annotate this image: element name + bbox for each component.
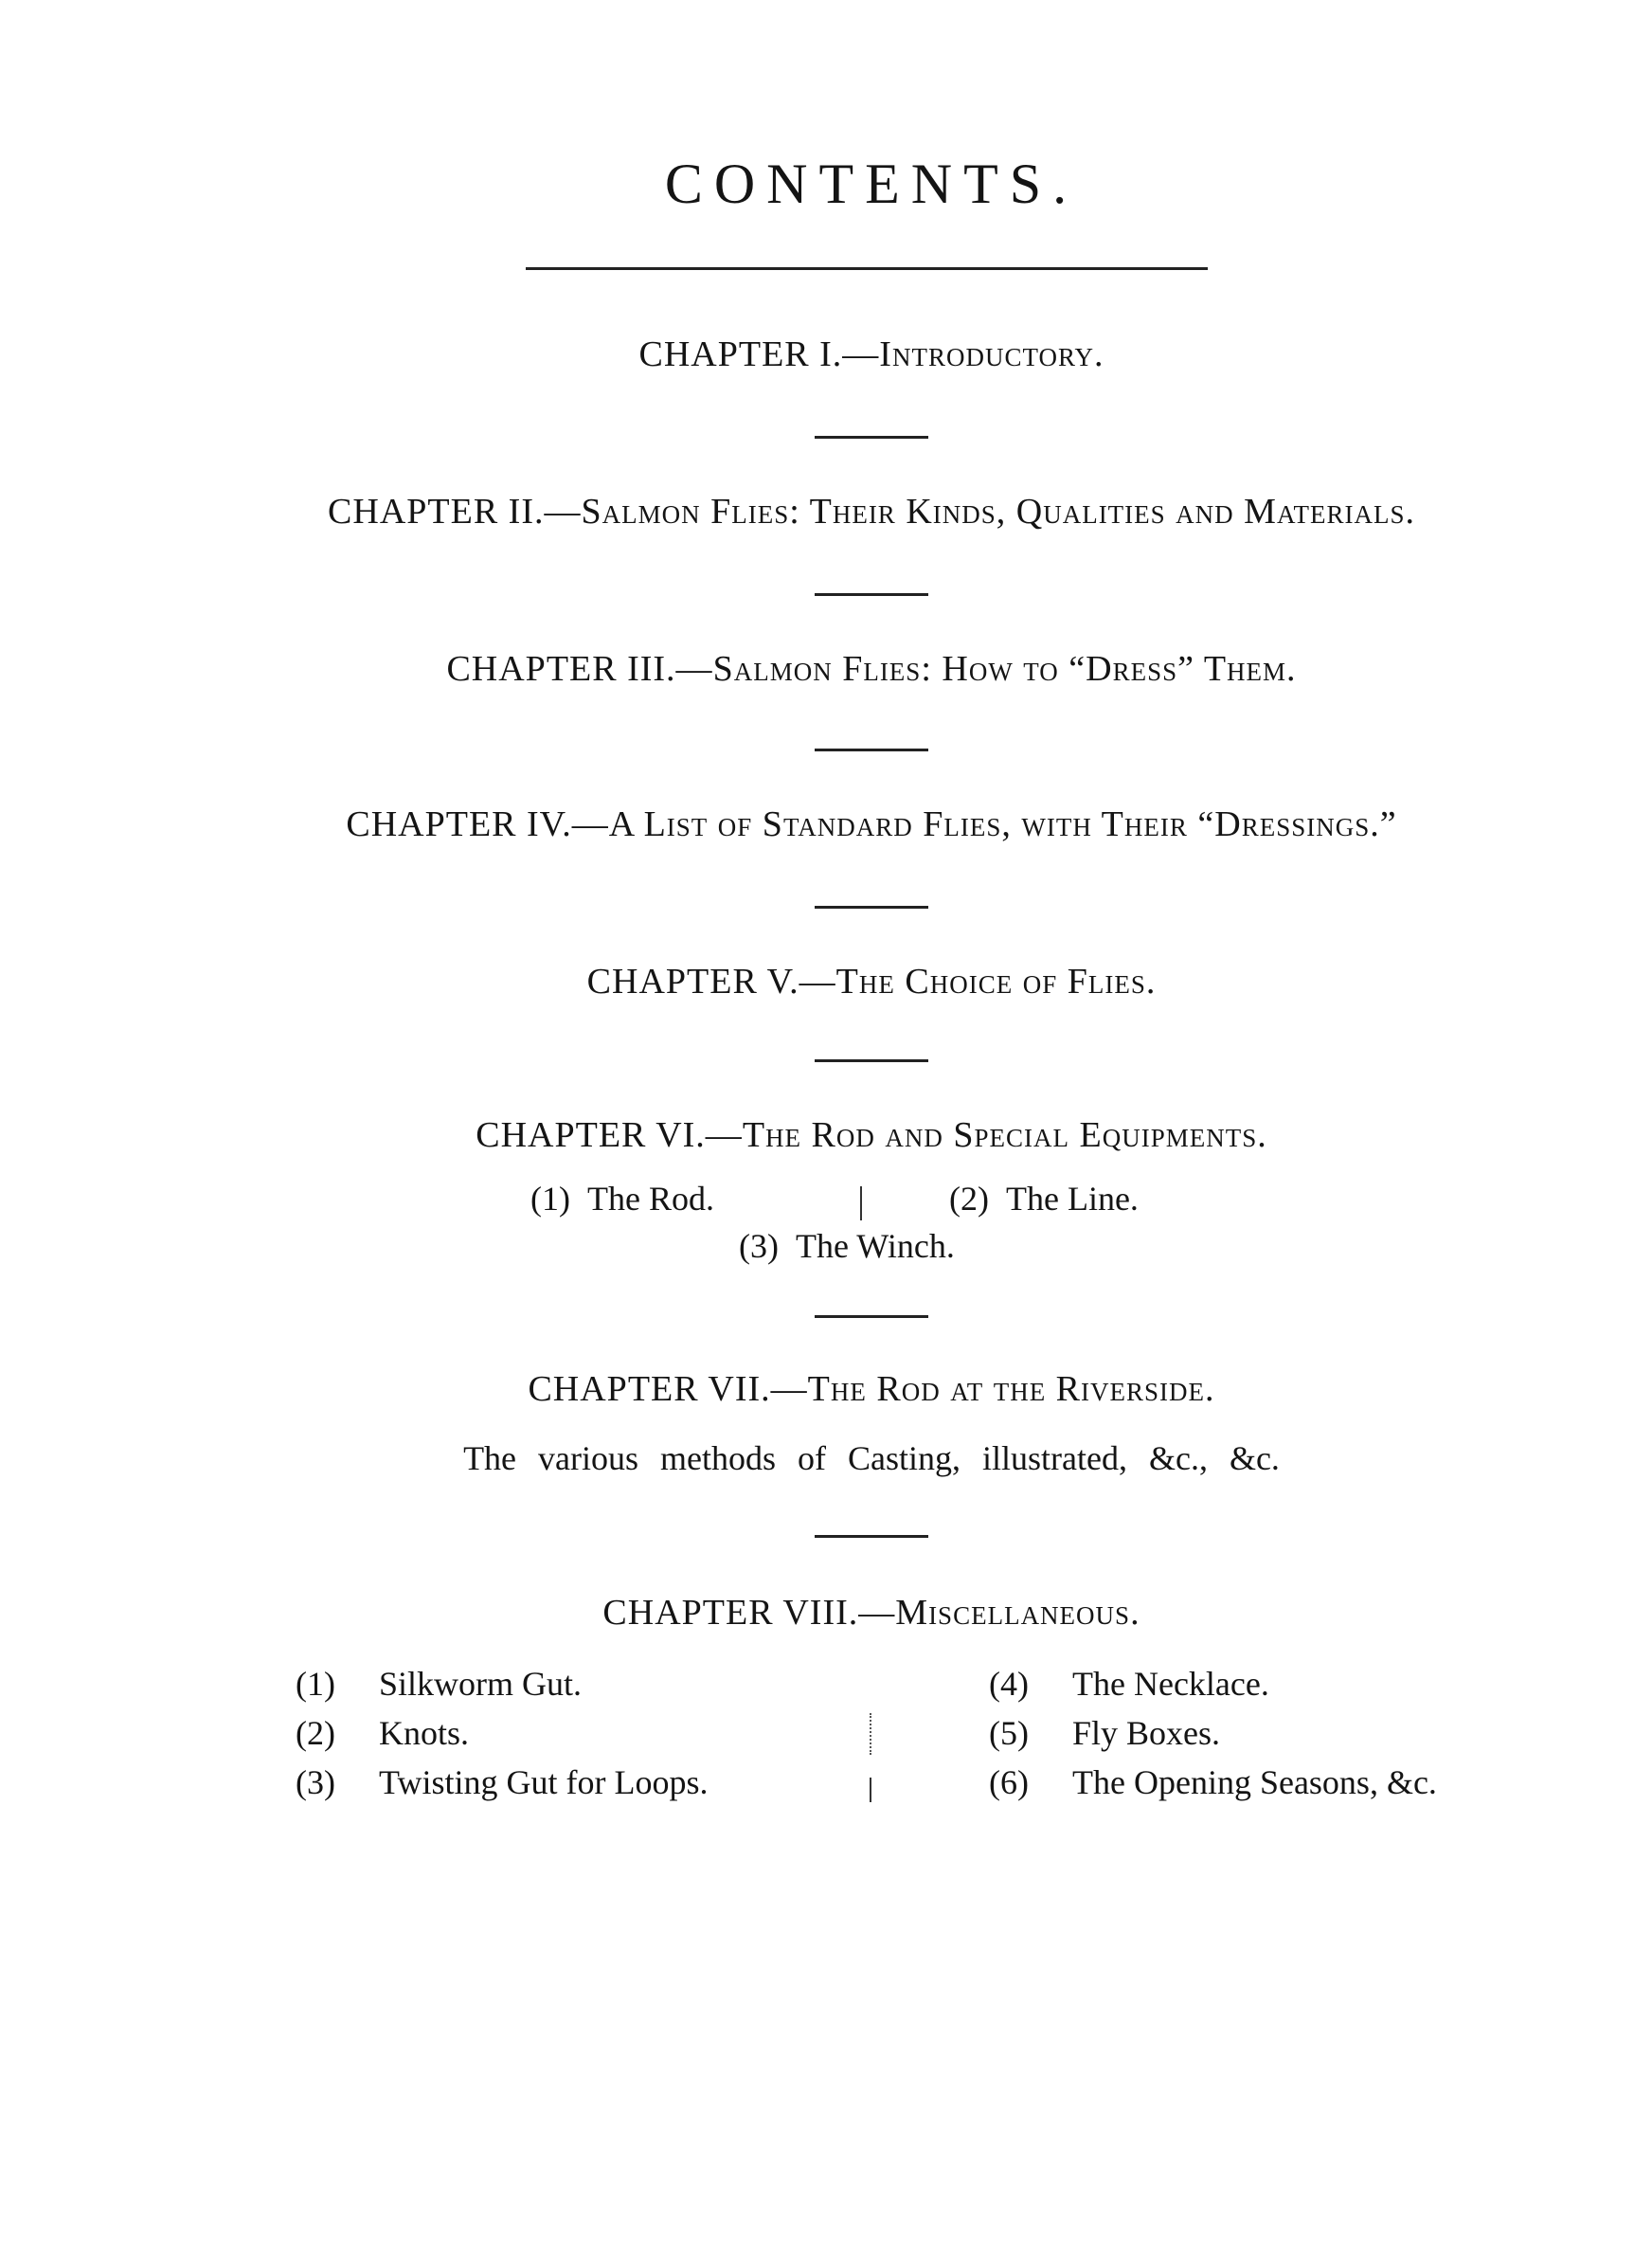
divider-rule <box>815 749 928 751</box>
chapter-7-note: The various methods of Casting, illustrated, &c., &c. <box>463 1439 1280 1477</box>
chapter-6-label: CHAPTER VI.— <box>476 1115 743 1155</box>
ch8-item-3-num: (3) <box>296 1763 335 1801</box>
chapter-7-label: CHAPTER VII.— <box>528 1369 808 1409</box>
chapter-8 <box>0 1592 1652 1634</box>
ch8-item-3-text: Twisting Gut for Loops. <box>379 1763 709 1801</box>
chapter-1 <box>0 334 1652 375</box>
chapter-8-title: Miscellaneous. <box>895 1593 1140 1633</box>
ch8-item-2 <box>296 1713 469 1753</box>
chapter-3 <box>0 648 1652 690</box>
divider-rule <box>815 436 928 439</box>
chapter-4-label: CHAPTER IV.— <box>346 804 609 844</box>
divider-rule <box>815 593 928 596</box>
title-rule <box>526 267 1208 270</box>
chapter-1-label: CHAPTER I.— <box>638 334 880 374</box>
chapter-6 <box>0 1114 1652 1156</box>
chapter-2-title: Salmon Flies: Their Kinds, Qualities and Materials. <box>581 492 1415 532</box>
chapter-6-title: The Rod and Special Equipments. <box>742 1115 1267 1155</box>
ch6-item-1-text: The Rod. <box>586 1180 714 1218</box>
chapter-5 <box>0 961 1652 1002</box>
ch6-item-2-num: (2) <box>949 1180 989 1218</box>
ch8-item-4-text: The Necklace. <box>1072 1665 1269 1703</box>
column-separator <box>870 1778 871 1802</box>
column-separator <box>870 1713 871 1755</box>
ch8-item-1-text: Silkworm Gut. <box>379 1665 583 1703</box>
ch8-item-5 <box>989 1713 1220 1753</box>
column-separator <box>860 1186 862 1220</box>
ch8-item-1-num: (1) <box>296 1665 335 1703</box>
ch8-item-2-text: Knots. <box>379 1714 470 1752</box>
ch8-item-6-num: (6) <box>989 1763 1029 1801</box>
chapter-8-label: CHAPTER VIII.— <box>602 1593 896 1633</box>
chapter-7 <box>0 1368 1652 1410</box>
page-title: CONTENTS. <box>664 153 1079 215</box>
ch6-item-1-num: (1) <box>530 1180 570 1218</box>
chapter-5-label: CHAPTER V.— <box>586 962 836 1002</box>
ch6-item-2-text: The Line. <box>1005 1180 1139 1218</box>
chapter-5-title: The Choice of Flies. <box>835 962 1157 1002</box>
ch8-item-6 <box>989 1762 1437 1802</box>
divider-rule <box>815 906 928 909</box>
chapter-4 <box>0 803 1652 845</box>
ch8-item-2-num: (2) <box>296 1714 335 1752</box>
ch6-item-3-num: (3) <box>739 1227 779 1265</box>
ch8-item-3 <box>296 1762 708 1802</box>
ch8-item-6-text: The Opening Seasons, &c. <box>1072 1763 1437 1801</box>
ch6-item-2 <box>949 1179 1139 1219</box>
chapter-3-title: Salmon Flies: How to “Dress” Them. <box>712 649 1297 689</box>
chapter-1-title: Introductory. <box>879 334 1104 374</box>
chapter-2-label: CHAPTER II.— <box>328 492 582 532</box>
chapter-2 <box>0 491 1652 533</box>
ch8-item-5-num: (5) <box>989 1714 1029 1752</box>
divider-rule <box>815 1315 928 1318</box>
ch6-item-3-text: The Winch. <box>795 1227 955 1265</box>
ch8-item-5-text: Fly Boxes. <box>1072 1714 1221 1752</box>
ch6-item-3 <box>739 1226 955 1266</box>
divider-rule <box>815 1059 928 1062</box>
chapter-3-label: CHAPTER III.— <box>446 649 713 689</box>
ch8-item-4-num: (4) <box>989 1665 1029 1703</box>
ch8-item-4 <box>989 1664 1269 1704</box>
divider-rule <box>815 1535 928 1538</box>
chapter-7-title: The Rod at the Riverside. <box>807 1369 1215 1409</box>
ch8-item-1 <box>296 1664 582 1704</box>
ch6-item-1 <box>530 1179 714 1219</box>
chapter-4-title: A List of Standard Flies, with Their “Dressings.” <box>608 804 1397 844</box>
